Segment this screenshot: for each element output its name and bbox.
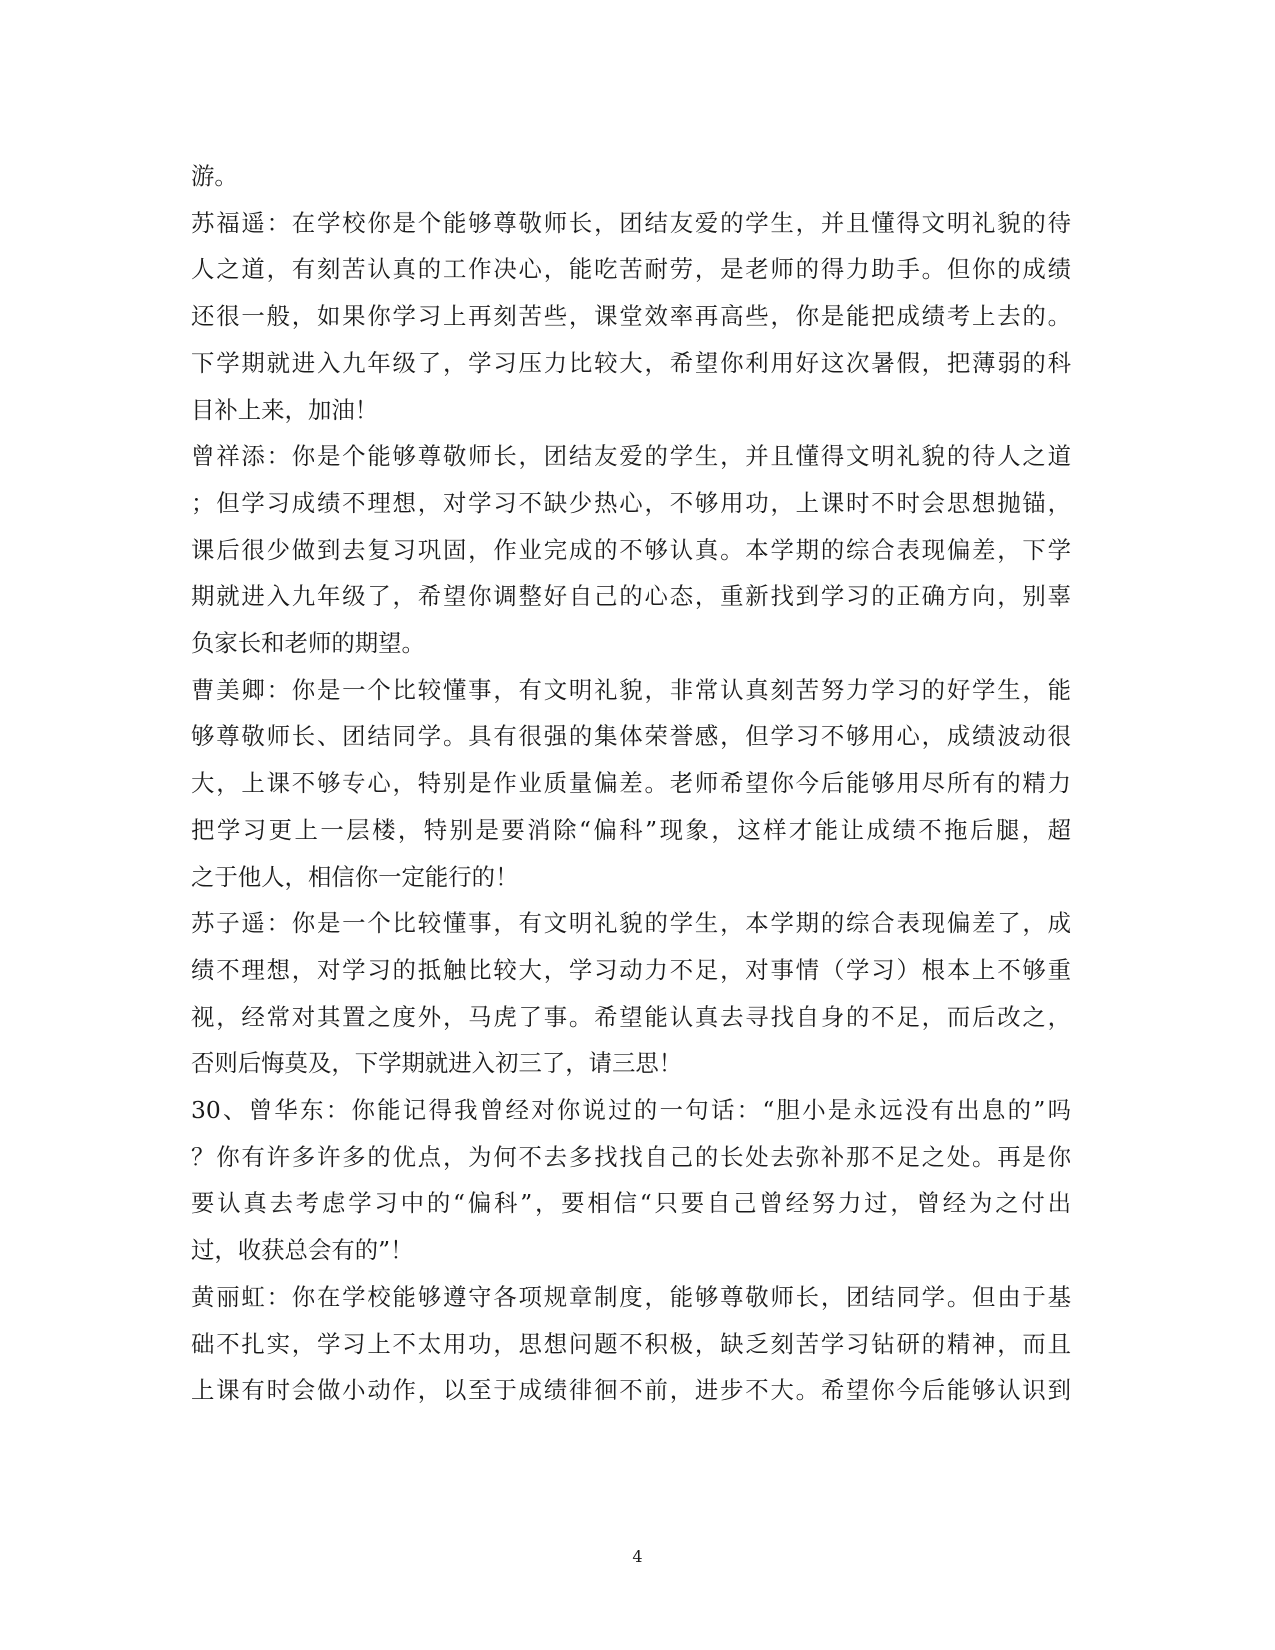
text-line: 30、曾华东：你能记得我曾经对你说过的一句话：“胆小是永远没有出息的”吗 — [191, 1096, 1071, 1124]
text-line: 还很一般，如果你学习上再刻苦些，课堂效率再高些，你是能把成绩考上去的。 — [191, 302, 1071, 331]
text-line: 黄丽虹：你在学校能够遵守各项规章制度，能够尊敬师长，团结同学。但由于基 — [191, 1282, 1071, 1311]
text-line: 苏福遥：在学校你是个能够尊敬师长，团结友爱的学生，并且懂得文明礼貌的待 — [191, 208, 1071, 237]
text-line: 曹美卿：你是一个比较懂事，有文明礼貌，非常认真刻苦努力学习的好学生，能 — [191, 675, 1071, 704]
text-line: 游。 — [191, 162, 238, 190]
text-line: 把学习更上一层楼，特别是要消除“偏科”现象，这样才能让成绩不拖后腿，超 — [191, 815, 1071, 844]
text-line: 期就进入九年级了，希望你调整好自己的心态，重新找到学习的正确方向，别辜 — [191, 582, 1071, 611]
text-line: 苏子遥：你是一个比较懂事，有文明礼貌的学生，本学期的综合表现偏差了，成 — [191, 909, 1071, 938]
text-line: 大，上课不够专心，特别是作业质量偏差。老师希望你今后能够用尽所有的精力 — [191, 769, 1071, 798]
text-line: 础不扎实，学习上不太用功，思想问题不积极，缺乏刻苦学习钻研的精神，而且 — [191, 1329, 1071, 1358]
text-line: ；但学习成绩不理想，对学习不缺少热心，不够用功，上课时不时会思想抛锚， — [191, 488, 1071, 517]
text-line: 之于他人，相信你一定能行的！ — [191, 862, 519, 891]
text-line: 上课有时会做小动作，以至于成绩徘徊不前，进步不大。希望你今后能够认识到 — [191, 1376, 1071, 1405]
text-line: 目补上来，加油！ — [191, 395, 379, 424]
text-line: 课后很少做到去复习巩固，作业完成的不够认真。本学期的综合表现偏差，下学 — [191, 535, 1071, 564]
text-line: 够尊敬师长、团结同学。具有很强的集体荣誉感，但学习不够用心，成绩波动很 — [191, 722, 1071, 751]
text-line: 人之道，有刻苦认真的工作决心，能吃苦耐劳，是老师的得力助手。但你的成绩 — [191, 255, 1071, 284]
text-line: 绩不理想，对学习的抵触比较大，学习动力不足，对事情（学习）根本上不够重 — [191, 955, 1071, 984]
text-line: 过，收获总会有的”！ — [191, 1236, 414, 1265]
text-line: ？你有许多许多的优点，为何不去多找找自己的长处去弥补那不足之处。再是你 — [191, 1142, 1071, 1171]
text-line: 曾祥添：你是个能够尊敬师长，团结友爱的学生，并且懂得文明礼貌的待人之道 — [191, 442, 1071, 471]
text-line: 否则后悔莫及，下学期就进入初三了，请三思！ — [191, 1049, 683, 1078]
text-line: 视，经常对其置之度外，马虎了事。希望能认真去寻找自身的不足，而后改之， — [191, 1002, 1071, 1031]
text-line: 要认真去考虑学习中的“偏科”，要相信“只要自己曾经努力过，曾经为之付出 — [191, 1189, 1071, 1218]
page-number: 4 — [632, 1547, 643, 1566]
text-line: 负家长和老师的期望。 — [191, 629, 425, 657]
text-line: 下学期就进入九年级了，学习压力比较大，希望你利用好这次暑假，把薄弱的科 — [191, 348, 1071, 377]
